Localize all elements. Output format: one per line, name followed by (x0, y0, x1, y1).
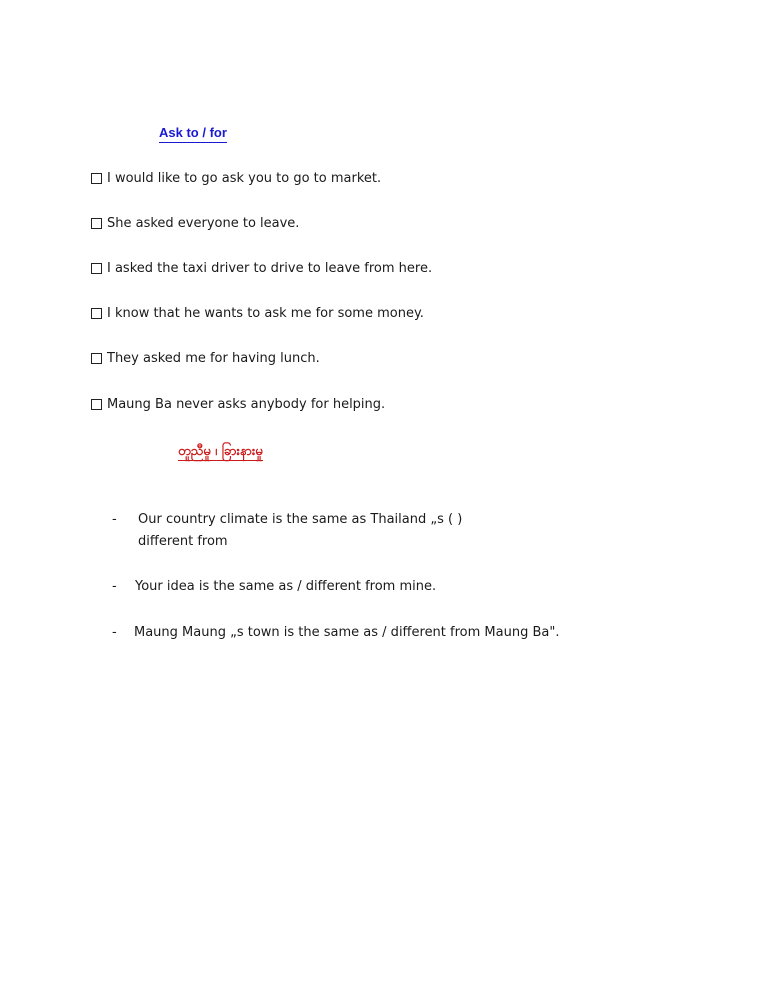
section-heading-same-different: တူညီမှု ၊ ခြားနားမှု (178, 444, 263, 459)
list-item (91, 396, 385, 413)
dash-item-text: Your idea is the same as / different from mine. (135, 579, 437, 594)
checkbox-bullet-icon (91, 173, 102, 184)
list-item (91, 260, 432, 277)
dash-bullet: - (112, 512, 117, 527)
list-item-text: I asked the taxi driver to drive to leave from here. (107, 261, 433, 276)
list-item-text: She asked everyone to leave. (107, 216, 300, 231)
section-heading-ask-to-for: Ask to / for (159, 124, 227, 143)
dash-item-text: Maung Maung „s town is the same as / different from Maung Ba". (134, 625, 560, 640)
checkbox-bullet-icon (91, 353, 102, 364)
list-item-text: They asked me for having lunch. (107, 351, 320, 366)
dash-bullet: - (112, 579, 117, 594)
checkbox-bullet-icon (91, 263, 102, 274)
dash-item-text: Our country climate is the same as Thailand „s ( ) (138, 512, 463, 527)
list-item-text: Maung Ba never asks anybody for helping. (107, 397, 386, 412)
list-item-text: I would like to go ask you to go to market. (107, 171, 382, 186)
list-item (91, 170, 381, 187)
dash-bullet: - (112, 625, 117, 640)
list-item (91, 350, 320, 367)
list-item (91, 215, 299, 232)
checkbox-bullet-icon (91, 308, 102, 319)
list-item (91, 305, 424, 322)
checkbox-bullet-icon (91, 399, 102, 410)
dash-item-text-continued: different from (138, 534, 228, 549)
checkbox-bullet-icon (91, 218, 102, 229)
list-item-text: I know that he wants to ask me for some money. (107, 306, 424, 321)
